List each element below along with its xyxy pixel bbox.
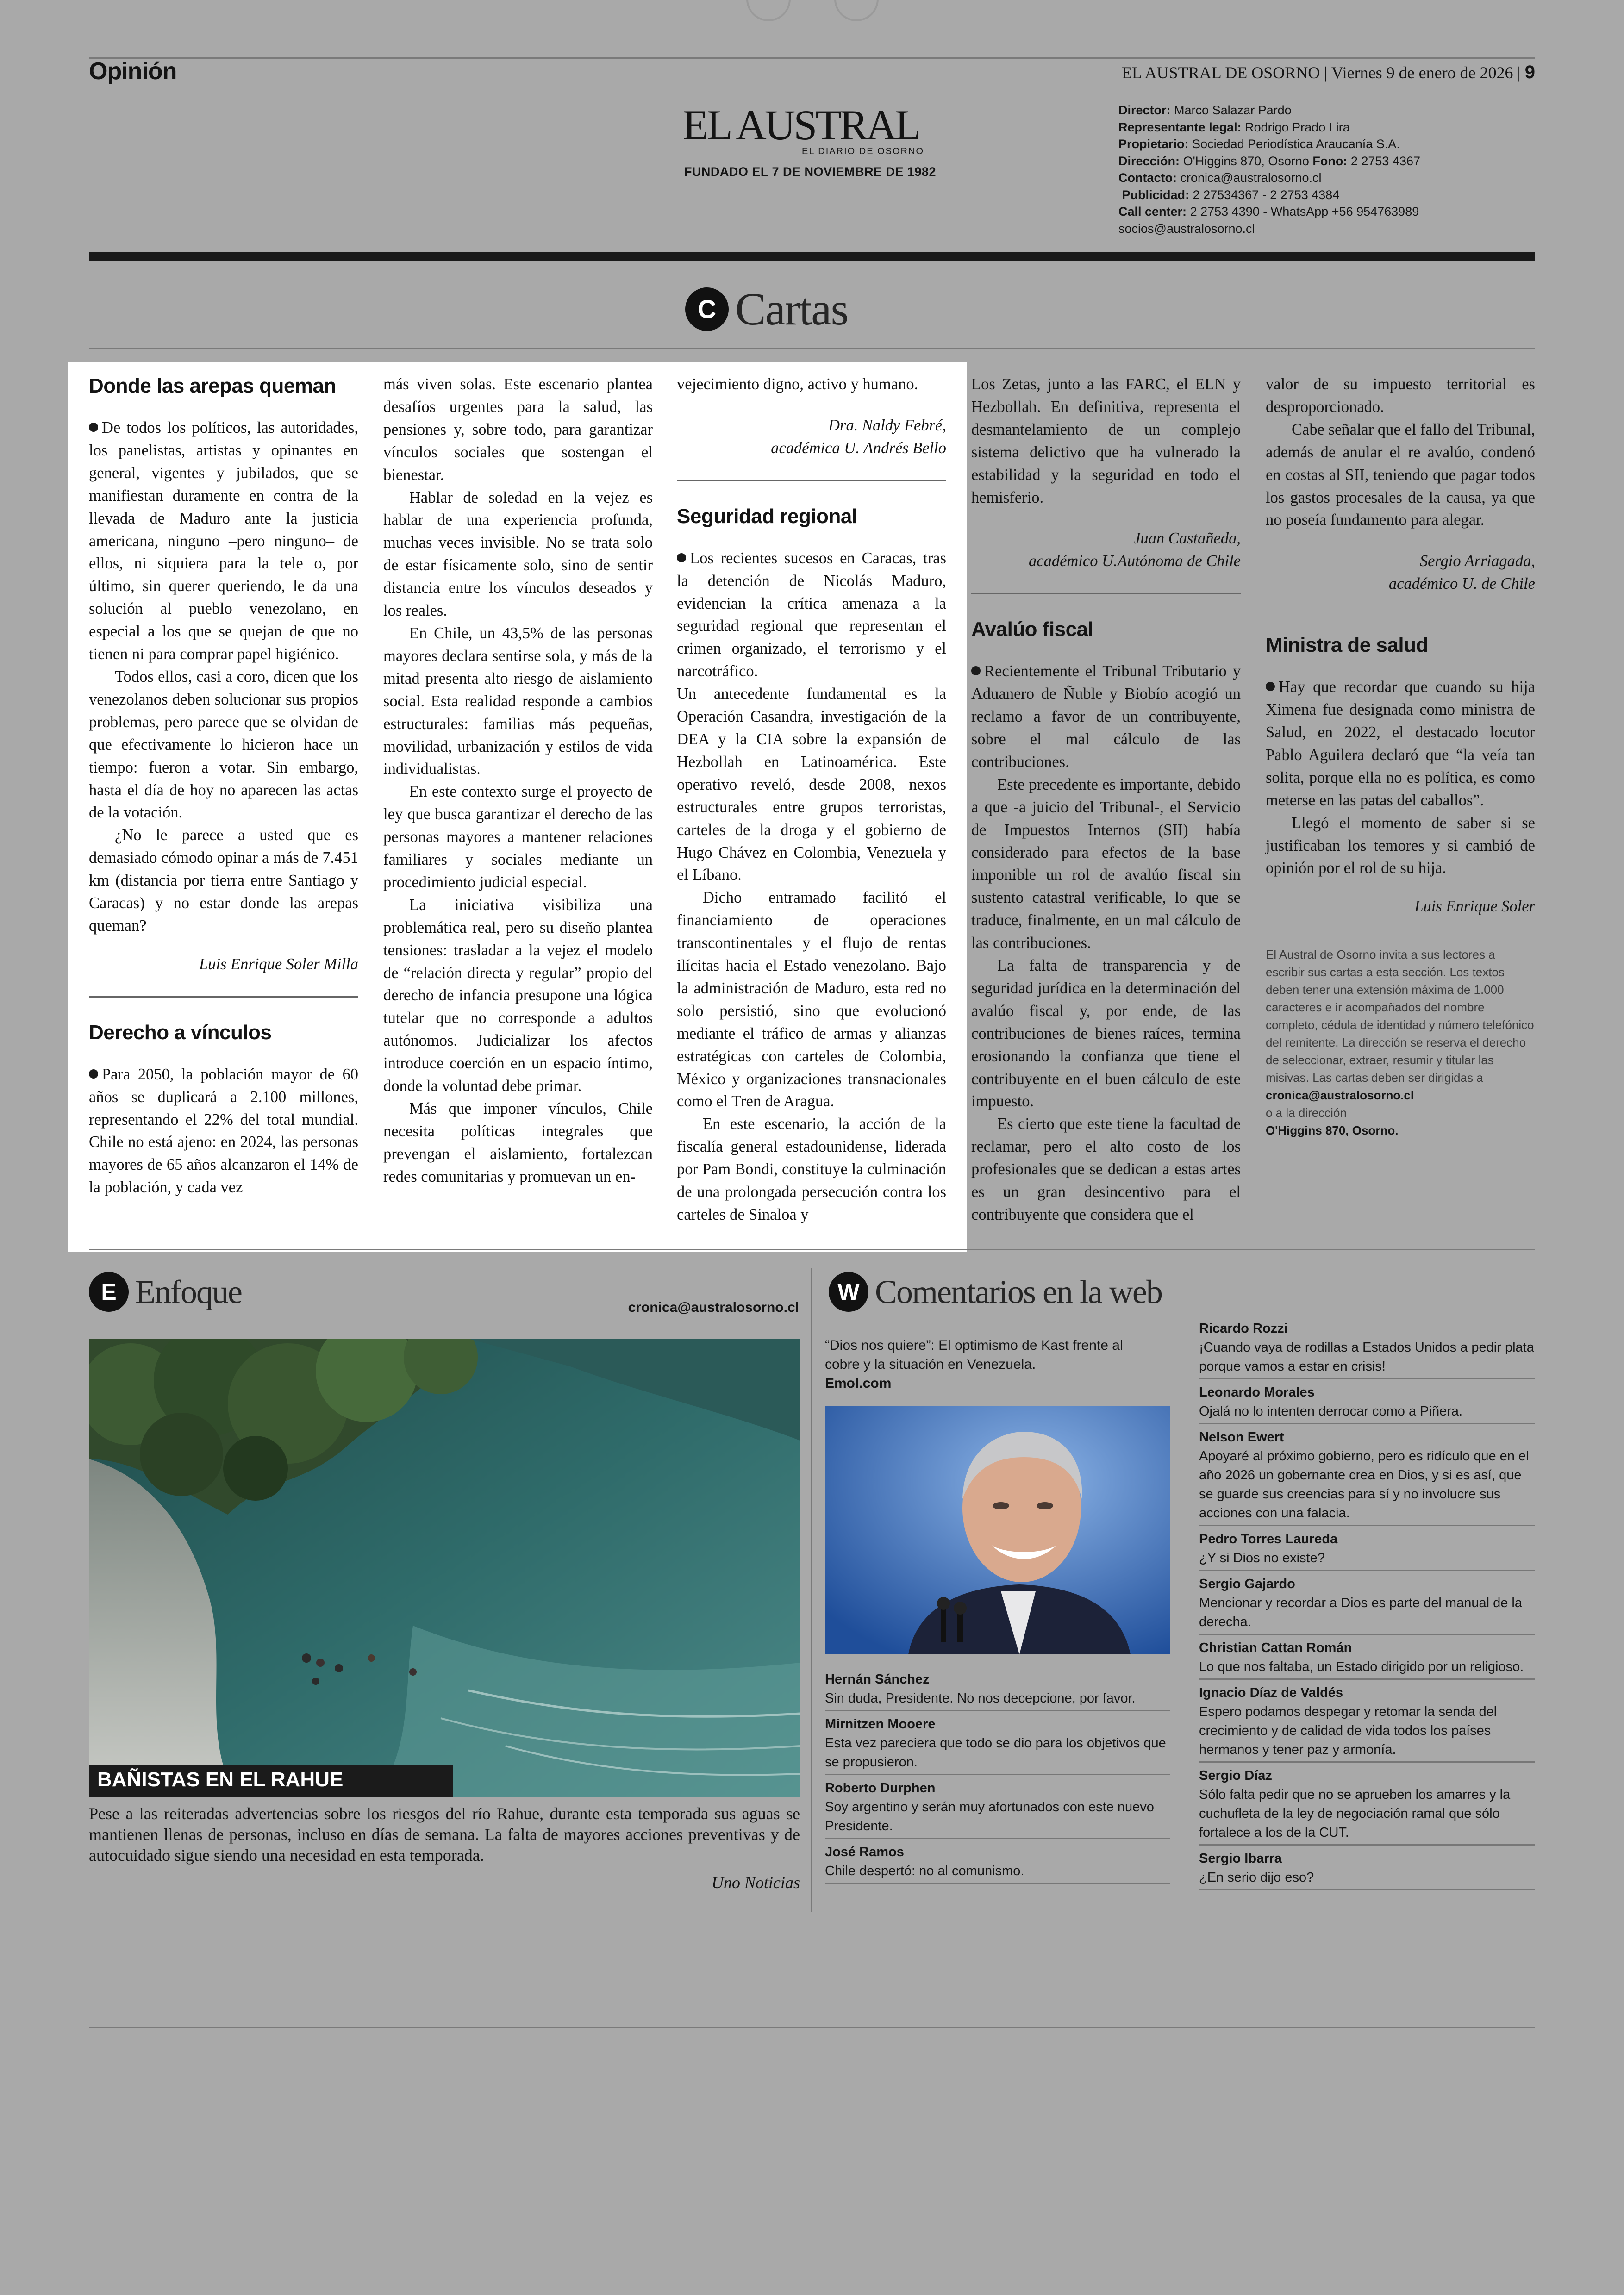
staff-members-email: socios@australosorno.cl bbox=[1118, 221, 1255, 236]
letter-signature-affiliation: académico U.Autónoma de Chile bbox=[1029, 552, 1241, 570]
bullet-icon bbox=[89, 1069, 98, 1079]
cartas-title: Cartas bbox=[735, 283, 848, 335]
comment-item bbox=[1199, 1849, 1535, 1890]
cartas-bottom-rule bbox=[89, 1249, 1535, 1250]
portrait-photo bbox=[825, 1406, 1170, 1654]
letter-paragraph: Hay que recordar que cuando su hija Ximena fue designada como ministra de Salud, en 2022, el destacado locutor Pablo Aguilera declaró que “la veía tan solita, porque ella no es política, es como meterse en las patas del caballos”. bbox=[1266, 678, 1535, 809]
folio-text: EL AUSTRAL DE OSORNO | Viernes 9 de enero de 2026 | bbox=[1121, 63, 1521, 82]
section-name: Opinión bbox=[89, 58, 177, 85]
river-photo bbox=[89, 1339, 800, 1797]
letter-title: Derecho a vínculos bbox=[89, 1021, 272, 1044]
comment-item bbox=[825, 1779, 1170, 1839]
letter-paragraph: Más que imponer vínculos, Chile necesita políticas integrales que prevengan el aislamiento, fortalezcan redes comunitarias y promuevan un en- bbox=[383, 1100, 653, 1185]
letter-signature-affiliation: académico U. de Chile bbox=[1388, 575, 1535, 593]
comment-intro bbox=[825, 1336, 1158, 1393]
letters-column-1 bbox=[89, 373, 358, 1199]
folio bbox=[1122, 62, 1535, 83]
staff-legal: Representante legal: Rodrigo Prado Lira bbox=[1118, 120, 1350, 134]
letter-paragraph: Recientemente el Tribunal Tributario y Aduanero de Ñuble y Biobío acogió un reclamo a favor de un contribuyente, sobre el mal cálculo de las contribuciones. bbox=[971, 662, 1241, 771]
letter-separator bbox=[677, 480, 946, 481]
comment-author: Nelson Ewert bbox=[1199, 1430, 1284, 1445]
comment-item bbox=[825, 1843, 1170, 1884]
comment-text: Soy argentino y serán muy afortunados con este nuevo Presidente. bbox=[825, 1800, 1154, 1834]
enfoque-email[interactable]: cronica@australosorno.cl bbox=[628, 1300, 799, 1315]
enfoque-badge: E bbox=[89, 1272, 129, 1312]
letter-signature: Luis Enrique Soler bbox=[1414, 898, 1535, 916]
letters-address: O'Higgins 870, Osorno. bbox=[1266, 1123, 1399, 1138]
comment-item bbox=[1199, 1530, 1535, 1571]
photo-caption: Pese a las reiteradas advertencias sobre los riesgos del río Rahue, durante esta temporada sus aguas se mantienen llenas de personas, incluso en días de semana. La falta de mayores acciones preventivas y de autocuidado sigue siendo una necesidad en esta temporada. bbox=[89, 1804, 800, 1865]
masthead-logo: EL AUSTRAL bbox=[682, 101, 919, 149]
letter-signature: Juan Castañeda, bbox=[1133, 530, 1241, 548]
staff-box bbox=[1118, 102, 1420, 237]
comment-text: Esta vez pareciera que todo se dio para los objetivos que se propusieron. bbox=[825, 1736, 1166, 1770]
comment-author: Sergio Díaz bbox=[1199, 1768, 1272, 1783]
masthead-subtitle: EL DIARIO DE OSORNO bbox=[802, 146, 924, 156]
comment-text: ¿En serio dijo eso? bbox=[1199, 1870, 1314, 1885]
letter-signature: Luis Enrique Soler Milla bbox=[199, 955, 358, 973]
letter-paragraph: En este escenario, la acción de la fiscalía general estadounidense, liderada por Pam Bondi, constituye la culminación de una prolongada persecución contra los carteles de Sinaloa y bbox=[677, 1115, 946, 1223]
founded-line: FUNDADO EL 7 DE NOVIEMBRE DE 1982 bbox=[684, 165, 937, 179]
comment-author: Pedro Torres Laureda bbox=[1199, 1532, 1338, 1547]
comment-text: Espero podamos despegar y retomar la senda del crecimiento y de calidad de vida todos los países hermanos y tener paz y armonía. bbox=[1199, 1704, 1497, 1757]
comment-author: Ignacio Díaz de Valdés bbox=[1199, 1685, 1343, 1700]
letter-paragraph: valor de su impuesto territorial es desproporcionado. bbox=[1266, 375, 1535, 416]
photo-label: BAÑISTAS EN EL RAHUE bbox=[89, 1765, 453, 1797]
letter-paragraph: Este precedente es importante, debido a que -a juicio del Tribunal-, el Servicio de Impuestos Internos (SII) había considerado para efectos de la base imponible un rol de avalúo fiscal sin sustento catastral verificable, lo que se traduce, finalmente, en un mal cálculo de las contribuciones. bbox=[971, 775, 1241, 952]
letter-title: Avalúo fiscal bbox=[971, 618, 1093, 641]
comments-list-left bbox=[825, 1670, 1170, 1888]
bullet-icon bbox=[1266, 682, 1275, 691]
photo-credit: Uno Noticias bbox=[711, 1873, 800, 1892]
letters-column-4 bbox=[971, 373, 1241, 1226]
letter-paragraph: En Chile, un 43,5% de las personas mayores declara sentirse sola, y más de la mitad presenta alto riesgo de aislamiento social. Esta realidad responde a cambios estructurales: familias más pequeñas, movilidad, urbanización y estilos de vida individualistas. bbox=[383, 624, 653, 778]
letter-paragraph: Dicho entramado facilitó el financiamiento de operaciones transcontinentales y el flujo de rentas ilícitas hacia el Estado venezolano. Bajo la administración de Maduro, esta red no solo persistió, sino que evolucionó mediante el tráfico de armas y alianzas estratégicas con carteles de Colombia, México y organizaciones transnacionales como el Tren de Aragua. bbox=[677, 889, 946, 1110]
page-number: 9 bbox=[1524, 62, 1535, 82]
letter-signature-affiliation: académica U. Andrés Bello bbox=[771, 439, 946, 457]
staff-director: Director: Marco Salazar Pardo bbox=[1118, 103, 1292, 117]
comment-author: Leonardo Morales bbox=[1199, 1385, 1315, 1400]
top-rule bbox=[89, 57, 1535, 59]
comment-text: Mencionar y recordar a Dios es parte del manual de la derecha. bbox=[1199, 1596, 1522, 1629]
letters-column-3 bbox=[677, 373, 946, 1226]
staff-owner: Propietario: Sociedad Periodística Araucanía S.A. bbox=[1118, 137, 1400, 151]
letter-paragraph: De todos los políticos, las autoridades, los panelistas, artistas y opinantes en general, vigentes y jubilados, que se manifiestan duramente en contra de la llevada de Maduro ante la justicia americana, ninguno –pero ninguno– de ellos, ni siquiera para la tele o, por último, sin querer queriendo, le da una solución al pueblo venezolano, en especial a los que se quejan de que no tienen ni para comprar papel higiénico. bbox=[89, 419, 358, 663]
comment-item bbox=[825, 1715, 1170, 1775]
header-thick-rule bbox=[89, 252, 1535, 261]
letter-paragraph: Hablar de soledad en la vejez es hablar de una experiencia profunda, muchas veces invisible. No se trata solo de estar físicamente solo, sino de sentir distancia entre los vínculos deseados y los reales. bbox=[383, 488, 653, 620]
comment-author: Mirnitzen Mooere bbox=[825, 1717, 936, 1732]
comment-text: Lo que nos faltaba, un Estado dirigido por un religioso. bbox=[1199, 1659, 1524, 1674]
portrait-photo-image bbox=[825, 1406, 1170, 1654]
comment-headline: “Dios nos quiere”: El optimismo de Kast frente al cobre y la situación en Venezuela. bbox=[825, 1338, 1123, 1372]
letter-signature: Sergio Arriagada, bbox=[1419, 552, 1535, 570]
letter-paragraph: más viven solas. Este escenario plantea desafíos urgentes para la salud, las pensiones y, sobre todo, para garantizar vínculos sociales que sostengan el bienestar. bbox=[383, 375, 653, 484]
comment-author: Roberto Durphen bbox=[825, 1781, 936, 1796]
letter-title: Seguridad regional bbox=[677, 505, 857, 528]
comment-author: Christian Cattan Román bbox=[1199, 1640, 1352, 1655]
letter-paragraph: Cabe señalar que el fallo del Tribunal, además de anular el re avalúo, condenó en costas al SII, teniendo que pagar todos los gastos procesales de la causa, ya que no poseía fundamento para alegar. bbox=[1266, 420, 1535, 529]
letter-title: Ministra de salud bbox=[1266, 634, 1428, 657]
staff-advertising: Publicidad: 2 27534367 - 2 2753 4384 bbox=[1122, 187, 1340, 202]
comment-author: Ricardo Rozzi bbox=[1199, 1321, 1288, 1336]
comentarios-section-header bbox=[829, 1272, 1162, 1312]
staff-call-center: Call center: 2 2753 4390 - WhatsApp +56 954763989 bbox=[1118, 205, 1419, 218]
bullet-icon bbox=[89, 423, 98, 432]
letter-paragraph: La iniciativa visibiliza una problemática real, pero su diseño plantea tensiones: trasladar a la vejez el modelo de “relación directa y regular” propio del derecho de infancia presupone una lógica tutelar que no corresponde a adultos autónomos. Judicializar los afectos introduce coerción en un espacio íntimo, donde la voluntad debe primar. bbox=[383, 896, 653, 1095]
enfoque-title: Enfoque bbox=[135, 1273, 242, 1310]
comment-item bbox=[1199, 1575, 1535, 1635]
comment-text: Sólo falta pedir que no se aprueben los amarres y la cuchufleta de la ley de negociación ramal que sólo fortalece a los de la CUT. bbox=[1199, 1787, 1511, 1840]
staff-contact: Contacto: cronica@australosorno.cl bbox=[1118, 171, 1322, 185]
comment-text: ¿Y si Dios no existe? bbox=[1199, 1551, 1325, 1565]
comment-source[interactable]: Emol.com bbox=[825, 1376, 892, 1391]
letter-paragraph: Para 2050, la población mayor de 60 años se duplicará a 2.100 millones, representando el 22% del total mundial. Chile no está ajeno: en 2024, las personas mayores de 65 años alcanzaron el 14% de la población, y cada vez bbox=[89, 1065, 358, 1197]
cartas-badge: C bbox=[685, 287, 729, 331]
next-page-button[interactable] bbox=[834, 0, 879, 21]
comment-text: Apoyaré al próximo gobierno, pero es ridículo que en el año 2026 un gobernante crea en Dios, y si es así, que se guarde sus creencias para sí y no involucre sus acciones con una falacia. bbox=[1199, 1449, 1529, 1521]
comment-item bbox=[825, 1670, 1170, 1711]
comment-text: Ojalá no lo intenten derrocar como a Piñera. bbox=[1199, 1404, 1463, 1419]
letter-separator bbox=[89, 996, 358, 998]
column-divider bbox=[811, 1268, 812, 1912]
bullet-icon bbox=[971, 666, 981, 675]
letter-signature: Dra. Naldy Febré, bbox=[828, 416, 946, 434]
letters-column-5 bbox=[1266, 373, 1535, 1139]
staff-address: Dirección: O'Higgins 870, Osorno Fono: 2 2753 4367 bbox=[1118, 154, 1421, 168]
letter-paragraph: vejecimiento digno, activo y humano. bbox=[677, 375, 918, 393]
letter-paragraph: Los recientes sucesos en Caracas, tras la detención de Nicolás Maduro, evidencian la crítica amenaza a la seguridad regional que representan el crimen organizado, el terrorismo y el narcotráfico. bbox=[677, 549, 946, 680]
letter-paragraph: ¿No le parece a usted que es demasiado cómodo opinar a más de 7.451 km (distancia por tierra entre Santiago y Caracas) y no estar donde las arepas queman? bbox=[89, 826, 358, 935]
comment-item bbox=[1199, 1383, 1535, 1424]
letter-separator bbox=[971, 593, 1241, 594]
comments-list-right bbox=[1199, 1319, 1535, 1894]
river-photo-image bbox=[89, 1339, 800, 1797]
comment-text: Chile despertó: no al comunismo. bbox=[825, 1864, 1024, 1878]
letter-paragraph: En este contexto surge el proyecto de ley que busca garantizar el derecho de las personas mayores a mantener relaciones familiares y sociales mediante un procedimiento judicial especial. bbox=[383, 783, 653, 891]
letter-paragraph: La falta de transparencia y de seguridad jurídica en la determinación del avalúo fiscal y, por ende, de las contribuciones de bienes raíces, termina erosionando la confianza que tiene el contribuyente en el buen cálculo de este impuesto. bbox=[971, 957, 1241, 1110]
comment-author: Hernán Sánchez bbox=[825, 1672, 930, 1687]
comment-author: José Ramos bbox=[825, 1845, 904, 1859]
letter-title: Donde las arepas queman bbox=[89, 374, 336, 397]
letter-paragraph: Un antecedente fundamental es la Operación Casandra, investigación de la DEA y la CIA sobre la expansión de Hezbollah en Latinoamérica. Este operativo reveló, desde 2008, nexos estructurales entre grupos terroristas, carteles de la droga y el gobierno de Hugo Chávez en Colombia, Venezuela y el Líbano. bbox=[677, 685, 946, 884]
comment-item bbox=[1199, 1684, 1535, 1763]
letter-paragraph: Todos ellos, casi a coro, dicen que los venezolanos deben solucionar sus propios problemas, pero parece que se olvidan de que efectivamente lo hicieron hace un tiempo: fueron a votar. Sin embargo, hasta el día de hoy no aparecen las actas de la votación. bbox=[89, 667, 358, 822]
previous-page-button[interactable] bbox=[746, 0, 791, 21]
cartas-section-header bbox=[685, 282, 848, 336]
comentarios-title: Comentarios en la web bbox=[875, 1273, 1162, 1310]
comment-text: Sin duda, Presidente. No nos decepcione, por favor. bbox=[825, 1691, 1136, 1706]
letter-paragraph: Llegó el momento de saber si se justificaban los temores y si cambió de opinión por el rol de su hija. bbox=[1266, 814, 1535, 877]
letters-column-2 bbox=[383, 373, 653, 1188]
comment-author: Sergio Ibarra bbox=[1199, 1851, 1282, 1866]
masthead-block bbox=[671, 101, 931, 157]
comment-item bbox=[1199, 1639, 1535, 1680]
page-bottom-rule bbox=[89, 2027, 1535, 2028]
letters-email[interactable]: cronica@australosorno.cl bbox=[1266, 1088, 1414, 1103]
cartas-rule bbox=[89, 348, 1535, 349]
bullet-icon bbox=[677, 553, 686, 562]
comment-item bbox=[1199, 1319, 1535, 1379]
letter-paragraph: Es cierto que este tiene la facultad de reclamar, pero el alto costo de los profesionales que se dedican a estas artes es un gran desincentivo para el contribuyente que considera que el bbox=[971, 1115, 1241, 1223]
letter-paragraph: Los Zetas, junto a las FARC, el ELN y Hezbollah. En definitiva, representa el desmantelamiento de un complejo sistema delictivo que ha vulnerado la estabilidad y la seguridad en todo el hemisferio. bbox=[971, 375, 1241, 506]
letters-notice: El Austral de Osorno invita a sus lectores a escribir sus cartas a esta sección. Los textos deben tener una extensión máxima de 1.000 caracteres e ir acompañados del nombre completo, cédula de identidad y número telefónico del remitente. La dirección se reserva el derecho de seleccionar, extraer, resumir y titular las misivas. Las cartas deben ser dirigidas a cronica@australosorno.cl o a la dirección O'Higgins 870, Osorno. bbox=[1266, 948, 1534, 1138]
comment-item bbox=[1199, 1766, 1535, 1846]
comentarios-badge: W bbox=[829, 1272, 868, 1312]
comment-text: ¡Cuando vaya de rodillas a Estados Unidos a pedir plata porque vamos a estar en crisis! bbox=[1199, 1340, 1534, 1374]
comment-author: Sergio Gajardo bbox=[1199, 1577, 1295, 1591]
enfoque-section-header bbox=[89, 1272, 242, 1312]
comment-item bbox=[1199, 1428, 1535, 1526]
